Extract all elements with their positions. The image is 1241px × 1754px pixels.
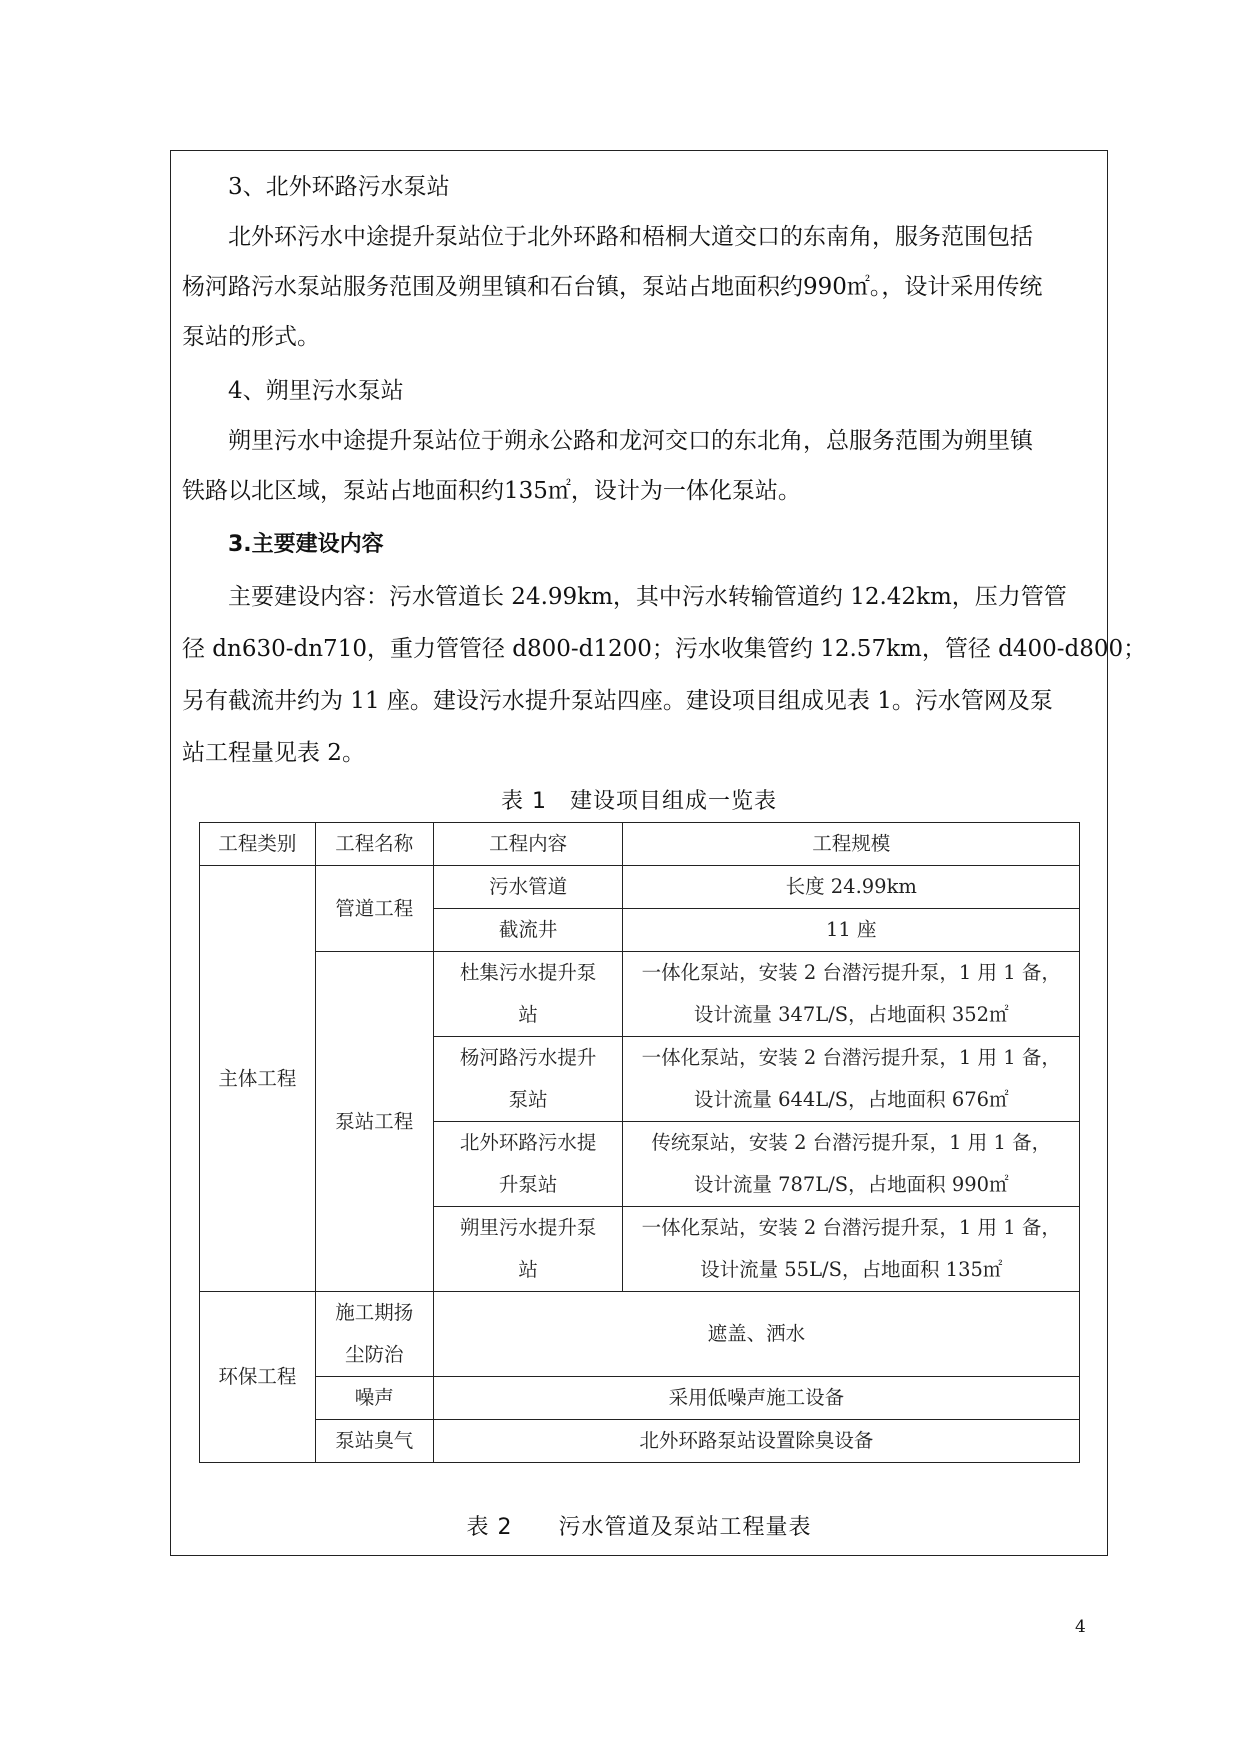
table1-header-name: 工程名称: [315, 823, 433, 866]
cell-line: 尘防治: [345, 1343, 404, 1366]
table1: [199, 822, 1080, 1463]
table-row: [200, 866, 1080, 909]
cell-line: 一体化泵站，安装 2 台潜污提升泵，1 用 1 备，: [641, 961, 1061, 984]
table1-title: 表 1 建设项目组成一览表: [501, 789, 777, 814]
section3-line-2: 杨河路污水泵站服务范围及朔里镇和石台镇，泵站占地面积约990㎡。，设计采用传统: [182, 274, 1043, 300]
table1-cell-measure: 采用低噪声施工设备: [433, 1377, 1079, 1420]
table1-header-content: 工程内容: [433, 823, 623, 866]
main-text-line-4: 站工程量见表 2。: [182, 740, 365, 766]
cell-line: 设计流量 55L/S，占地面积 135㎡: [700, 1258, 1003, 1281]
section3-title: 3、北外环路污水泵站: [228, 174, 450, 200]
table1-header-row: [200, 823, 1080, 866]
table2-title: 表 2 污水管道及泵站工程量表: [466, 1515, 812, 1540]
table1-cell-scale: 11 座: [623, 909, 1080, 952]
section4-title: 4、朔里污水泵站: [228, 378, 404, 404]
cell-line: 设计流量 347L/S，占地面积 352㎡: [693, 1003, 1009, 1026]
table1-header-category: 工程类别: [200, 823, 316, 866]
section3-line-3: 泵站的形式。: [182, 324, 320, 350]
table1-cell-scale: [623, 952, 1080, 1037]
cell-line: 站: [518, 1258, 538, 1281]
cell-line: 北外环路污水提: [459, 1131, 597, 1154]
table1-cell-name: 噪声: [315, 1377, 433, 1420]
table1-cell-content: 截流井: [433, 909, 623, 952]
cell-line: 升泵站: [498, 1173, 558, 1196]
table1-cat-main: 主体工程: [200, 866, 316, 1292]
main-text-line-3: 另有截流井约为 11 座。建设污水提升泵站四座。建设项目组成见表 1。污水管网及泵: [182, 688, 1053, 714]
table1-cell-scale: [623, 1037, 1080, 1122]
table1-cell-measure: 遮盖、洒水: [433, 1292, 1079, 1377]
table1-cell-scale: 长度 24.99km: [623, 866, 1080, 909]
cell-line: 设计流量 644L/S，占地面积 676㎡: [693, 1088, 1009, 1111]
main-content-heading: 3.主要建设内容: [228, 532, 384, 557]
cell-line: 一体化泵站，安装 2 台潜污提升泵，1 用 1 备，: [641, 1046, 1061, 1069]
table1-cell-content: 污水管道: [433, 866, 623, 909]
table1-cell-measure: 北外环路泵站设置除臭设备: [433, 1420, 1079, 1463]
cell-line: 一体化泵站，安装 2 台潜污提升泵，1 用 1 备，: [641, 1216, 1061, 1239]
table1-cat-env: 环保工程: [200, 1292, 316, 1463]
cell-line: 朔里污水提升泵: [459, 1216, 597, 1239]
table1-cell-content: [433, 1207, 623, 1292]
section4-line-1: 朔里污水中途提升泵站位于朔永公路和龙河交口的东北角，总服务范围为朔里镇: [228, 428, 1033, 454]
table1-header-scale: 工程规模: [623, 823, 1080, 866]
table1-cell-scale: [623, 1122, 1080, 1207]
cell-line: 传统泵站，安装 2 台潜污提升泵，1 用 1 备，: [651, 1131, 1052, 1154]
table1-cell-content: [433, 952, 623, 1037]
cell-line: 杨河路污水提升: [459, 1046, 597, 1069]
table-row: [200, 952, 1080, 1037]
table1-pipe-project: 管道工程: [315, 866, 433, 952]
main-text-line-1: 主要建设内容：污水管道长 24.99km，其中污水转输管道约 12.42km，压力管管: [228, 584, 1067, 610]
table-row: [200, 1292, 1080, 1377]
cell-line: 施工期扬: [335, 1301, 414, 1324]
table-row: [200, 1420, 1080, 1463]
table1-cell-name: [315, 1292, 433, 1377]
page-number: 4: [1075, 1617, 1086, 1637]
section4-line-2: 铁路以北区域，泵站占地面积约135㎡，设计为一体化泵站。: [182, 478, 801, 504]
cell-line: 设计流量 787L/S，占地面积 990㎡: [693, 1173, 1009, 1196]
main-text-line-2: 径 dn630-dn710，重力管管径 d800-d1200；污水收集管约 12.57km，管径 d400-d800；: [182, 636, 1147, 662]
cell-line: 杜集污水提升泵: [459, 961, 597, 984]
cell-line: 泵站: [508, 1088, 548, 1111]
table1-pump-project: 泵站工程: [315, 952, 433, 1292]
table1-cell-content: [433, 1037, 623, 1122]
table-row: [200, 1377, 1080, 1420]
table1-cell-scale: [623, 1207, 1080, 1292]
table1-cell-name: 泵站臭气: [315, 1420, 433, 1463]
table1-cell-content: [433, 1122, 623, 1207]
section3-line-1: 北外环污水中途提升泵站位于北外环路和梧桐大道交口的东南角，服务范围包括: [228, 224, 1033, 250]
cell-line: 站: [518, 1003, 538, 1026]
